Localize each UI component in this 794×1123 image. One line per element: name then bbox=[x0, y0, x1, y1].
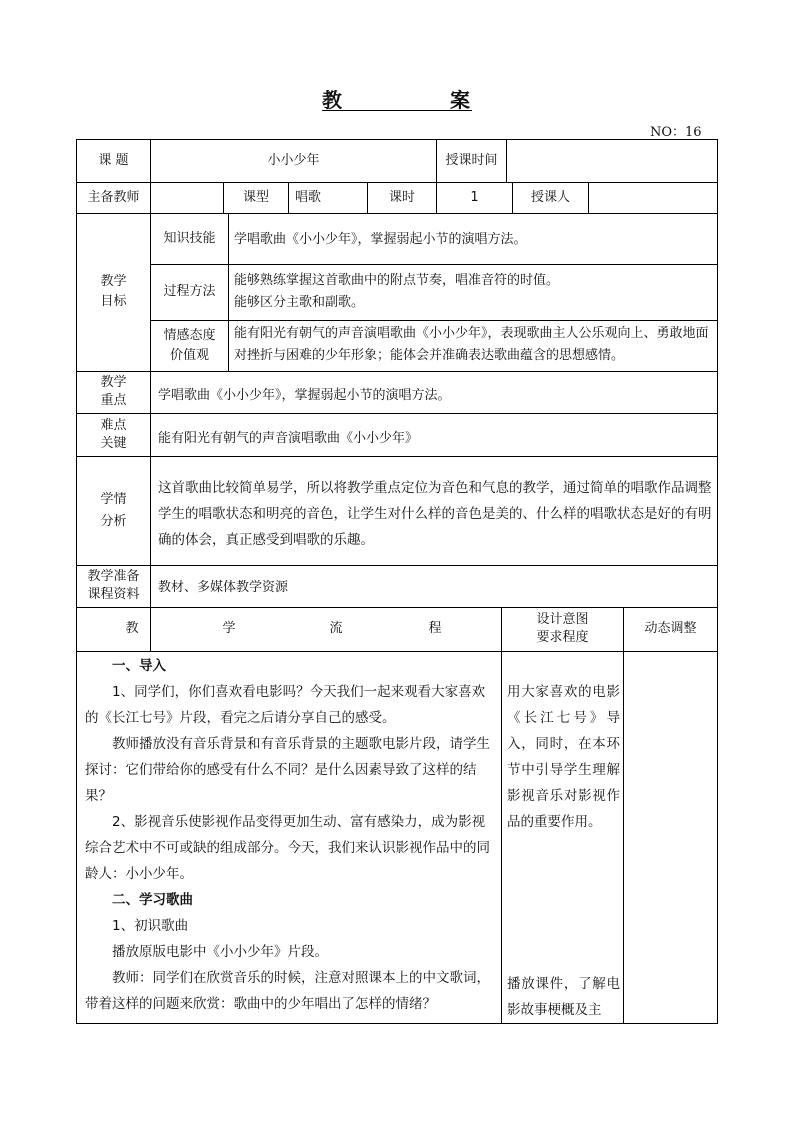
process-header-char-4: 程 bbox=[428, 621, 442, 636]
course-label: 课 题 bbox=[98, 153, 129, 168]
preparation-text: 教材、多媒体教学资源 bbox=[158, 580, 289, 595]
difficulty-label bbox=[77, 413, 150, 456]
main-teacher-label: 主备教师 bbox=[87, 189, 140, 205]
emotion-label-line1: 情感态度 bbox=[163, 327, 216, 343]
preparation-label-2: 课程资料 bbox=[87, 587, 140, 602]
design-intent-b: 播放课件，了解电影故事梗概及主 bbox=[507, 976, 620, 1018]
lesson-plan-table bbox=[76, 139, 718, 1024]
process-method-label: 过程方法 bbox=[163, 284, 216, 299]
process-method-text bbox=[234, 270, 714, 314]
student-analysis-text: 这首歌曲比较简单易学，所以将教学重点定位为音色和气息的教学，通过简单的唱歌作品调整学生的唱歌状态和明亮的音色，让学生对什么样的音色是美的、什么样的唱歌状态是好的有明确的体会，真正感受到唱歌的乐趣。 bbox=[158, 480, 712, 548]
lesson-hours-value: 1 bbox=[470, 189, 479, 205]
student-analysis-label bbox=[77, 456, 150, 565]
design-intent-line-1: 设计意图 bbox=[536, 612, 589, 627]
course-value: 小小少年 bbox=[267, 153, 320, 168]
key-point-label-2: 重点 bbox=[100, 393, 127, 408]
process-paragraph-4: 1、初识歌曲 bbox=[112, 918, 189, 934]
process-method-line-1: 能够熟练掌握这首歌曲中的附点节奏，唱准音符的时值。 bbox=[234, 273, 560, 288]
knowledge-skill-text: 学唱歌曲《小小少年》，掌握弱起小节的演唱方法。 bbox=[234, 232, 527, 247]
row-divider bbox=[77, 456, 717, 457]
title-underline bbox=[322, 110, 472, 111]
title-char-2: 案 bbox=[450, 88, 470, 112]
process-header-char-2: 学 bbox=[222, 621, 236, 636]
knowledge-skill-label: 知识技能 bbox=[163, 230, 216, 246]
process-content bbox=[85, 653, 497, 1017]
process-paragraph-5: 播放原版电影中《小小少年》片段。 bbox=[112, 944, 328, 960]
preparation-label-1: 教学准备 bbox=[87, 569, 140, 584]
emotion-values-label bbox=[151, 320, 228, 371]
process-method-line-2: 能够区分主歌和副歌。 bbox=[234, 295, 365, 310]
design-intent-header bbox=[502, 607, 623, 651]
lesson-hours-label: 课时 bbox=[388, 189, 415, 205]
process-paragraph-1: 1、同学们，你们喜欢看电影吗？今天我们一起来观看大家喜欢的《长江七号》片段，看完之后请分享自己的感受。 bbox=[85, 684, 486, 726]
difficulty-label-1: 难点 bbox=[100, 417, 127, 433]
lecturer-label: 授课人 bbox=[530, 189, 570, 205]
main-teacher-value bbox=[151, 182, 223, 213]
process-paragraph-6: 教师：同学们在欣赏音乐的时候，注意对照课本上的中文歌词，带着这样的问题来欣赏：歌曲中的少年唱出了怎样的情绪？ bbox=[85, 970, 490, 1012]
section-heading-learn-song: 二、学习歌曲 bbox=[112, 892, 193, 908]
dynamic-adjust-header: 动态调整 bbox=[644, 621, 697, 636]
col-divider bbox=[288, 182, 289, 213]
key-point-text: 学唱歌曲《小小少年》，掌握弱起小节的演唱方法。 bbox=[158, 388, 451, 403]
col-divider bbox=[623, 607, 624, 1023]
row-divider bbox=[77, 413, 717, 414]
lesson-type-label: 课型 bbox=[242, 189, 269, 205]
goals-label-line2: 目标 bbox=[100, 294, 127, 309]
col-divider bbox=[228, 213, 229, 371]
design-intent-a: 用大家喜欢的电影《长江七号》导入，同时，在本环节中引导学生理解影视音乐对影视作品的重要作用。 bbox=[507, 684, 620, 830]
section-heading-intro: 一、导入 bbox=[112, 658, 166, 674]
emotion-values-text: 能有阳光有朝气的声音演唱歌曲《小小少年》，表现歌曲主人公乐观向上、勇敢地面对挫折与困难的少年形象；能体会并准确表达歌曲蕴含的思想感情。 bbox=[234, 326, 709, 363]
row-divider bbox=[77, 651, 717, 652]
key-point-label-1: 教学 bbox=[100, 375, 127, 390]
process-paragraph-3: 2、影视音乐使影视作品变得更加生动、富有感染力，成为影视综合艺术中不可或缺的组成部分。今天，我们来认识影视作品中的同龄人：小小少年。 bbox=[85, 814, 490, 882]
process-header-char-3: 流 bbox=[329, 621, 343, 636]
row-divider bbox=[150, 320, 717, 321]
row-divider bbox=[77, 565, 717, 566]
process-header-char-1: 教 bbox=[125, 621, 139, 636]
col-divider bbox=[150, 371, 151, 651]
preparation-label bbox=[77, 565, 150, 607]
teaching-time-label: 授课时间 bbox=[445, 153, 498, 168]
teaching-goals-label bbox=[77, 213, 150, 371]
difficulty-label-2: 关键 bbox=[100, 435, 127, 451]
row-divider bbox=[150, 264, 717, 265]
design-intent-line-2: 要求程度 bbox=[536, 630, 589, 645]
lesson-type-value: 唱歌 bbox=[295, 190, 322, 205]
emotion-label-line2: 价值观 bbox=[169, 347, 209, 363]
document-number: NO：16 bbox=[650, 125, 702, 140]
analysis-label-2: 分析 bbox=[100, 513, 127, 529]
row-divider bbox=[77, 371, 717, 372]
analysis-label-1: 学情 bbox=[100, 491, 127, 507]
process-paragraph-2: 教师播放没有音乐背景和有音乐背景的主题歌电影片段，请学生探讨：它们带给你的感受有什么不同？是什么因素导致了这样的结果？ bbox=[85, 736, 490, 804]
goals-label-line1: 教学 bbox=[100, 274, 127, 289]
title-char-1: 教 bbox=[322, 88, 342, 112]
teaching-time-value bbox=[507, 140, 717, 182]
difficulty-text: 能有阳光有朝气的声音演唱歌曲《小小少年》 bbox=[158, 431, 419, 446]
key-point-label bbox=[77, 371, 150, 413]
col-divider bbox=[501, 607, 502, 1023]
lecturer-value bbox=[589, 182, 717, 213]
